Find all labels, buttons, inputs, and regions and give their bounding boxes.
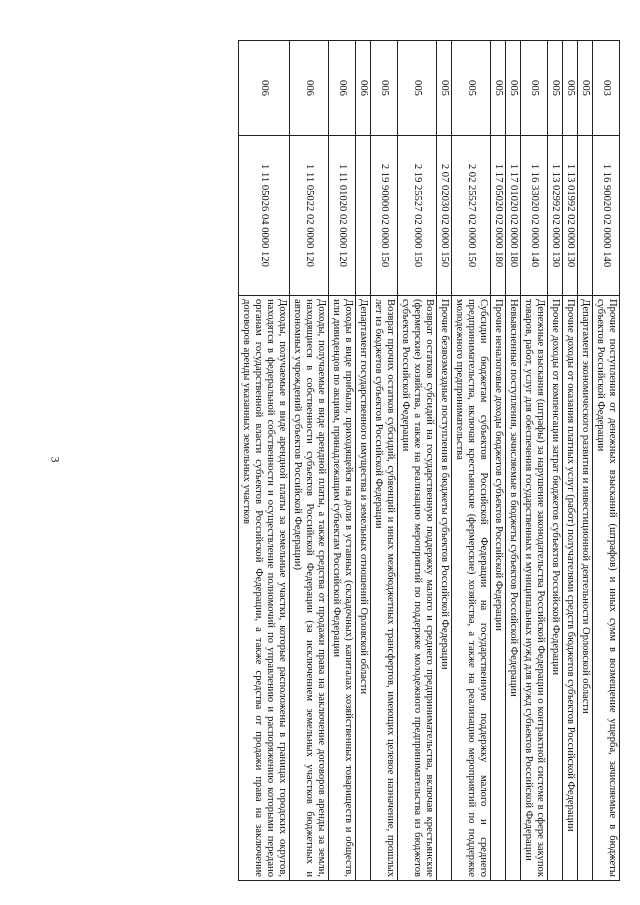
table-row <box>437 41 452 881</box>
revenue-name-cell: Прочие доходы от компенсации затрат бюджетов субъектов Российской Федерации <box>548 296 563 881</box>
admin-code-cell: 003 <box>593 41 620 136</box>
admin-code-cell: 005 <box>548 41 563 136</box>
table-row <box>506 41 521 881</box>
table-row <box>563 41 578 881</box>
table-row <box>356 41 371 881</box>
admin-code-cell: 005 <box>437 41 452 136</box>
revenue-name-cell: Прочие безвозмездные поступления в бюджеты субъектов Российской Федерации <box>437 296 452 881</box>
admin-code-cell: 005 <box>506 41 521 136</box>
admin-code-cell: 005 <box>452 41 491 136</box>
page-number: 3 <box>48 456 63 463</box>
budget-code-cell <box>356 136 371 296</box>
admin-code-cell: 005 <box>521 41 548 136</box>
rotated-table-container <box>60 40 620 880</box>
admin-code-cell: 006 <box>356 41 371 136</box>
budget-code-cell <box>578 136 593 296</box>
table-row <box>521 41 548 881</box>
admin-code-cell: 006 <box>239 41 290 136</box>
table-row <box>548 41 563 881</box>
budget-code-cell: 1 13 02992 02 0000 130 <box>548 136 563 296</box>
revenue-name-cell: Прочие поступления от денежных взысканий (штрафов) и иных сумм в возмещение ущерба, зачисляемые в бюджеты субъектов Российской Федерации <box>593 296 620 881</box>
budget-code-cell: 1 11 05026 04 0000 120 <box>239 136 290 296</box>
table-row <box>398 41 437 881</box>
budget-code-cell: 1 11 05022 02 0000 120 <box>290 136 329 296</box>
table-row <box>578 41 593 881</box>
revenue-name-cell: Прочие неналоговые доходы бюджетов субъектов Российской Федерации <box>491 296 506 881</box>
table-row <box>452 41 491 881</box>
admin-code-cell: 005 <box>398 41 437 136</box>
budget-code-cell: 1 16 33020 02 0000 140 <box>521 136 548 296</box>
budget-code-cell: 1 17 01020 02 0000 180 <box>506 136 521 296</box>
revenue-name-cell: Доходы, получаемые в виде арендной платы, а также средства от продажи права на заключение договоров аренды за земли, находящиеся в собственности субъектов Российской Федерации (за исключением земельных участков бюджетных и автономных учреждений субъектов Российской Федерации) <box>290 296 329 881</box>
table-row <box>593 41 620 881</box>
budget-code-cell: 2 19 90000 02 0000 150 <box>371 136 398 296</box>
revenue-name-cell: Доходы в виде прибыли, приходящейся на доли в уставных (складочных) капиталах хозяйственных товариществ и обществ, или дивидендов по акциям, принадлежащим субъектам Российской Федерации <box>329 296 356 881</box>
admin-code-cell: 005 <box>578 41 593 136</box>
revenue-table <box>238 40 620 881</box>
revenue-name-cell: Доходы, получаемые в виде арендной платы за земельные участки, которые расположены в границах городских округов, находятся в федеральной собственности и осуществление полномочий по управлению и распоряжению которыми передано органам государственной власти субъектов Российской Федерации, а также средства от продажи права на заключение договоров аренды указанных земельных участков <box>239 296 290 881</box>
table-row <box>371 41 398 881</box>
admin-code-cell: 006 <box>329 41 356 136</box>
budget-code-cell: 2 19 25527 02 0000 150 <box>398 136 437 296</box>
revenue-name-cell: Возврат прочих остатков субсидий, субвенций и иных межбюджетных трансфертов, имеющих целевое назначение, прошлых лет из бюджетов субъектов Российской Федерации <box>371 296 398 881</box>
revenue-name-cell: Денежные взыскания (штрафы) за нарушение законодательства Российской Федерации о контрактной системе в сфере закупок товаров, работ, услуг для обеспечения государственных и муниципальных нужд для нужд субъектов Российской Федерации <box>521 296 548 881</box>
admin-code-cell: 005 <box>491 41 506 136</box>
revenue-name-cell: Невыясненные поступления, зачисляемые в бюджеты субъектов Российской Федерации <box>506 296 521 881</box>
revenue-name-cell: Прочие доходы от оказания платных услуг (работ) получателями средств бюджетов субъектов Российской Федерации <box>563 296 578 881</box>
admin-code-cell: 005 <box>563 41 578 136</box>
revenue-name-cell: Возврат остатков субсидий на государственную поддержку малого и среднего предпринимательства, включая крестьянские (фермерские) хозяйства, а также на реализацию мероприятий по поддержке молодежного предпринимательства из бюджетов субъектов Российской Федерации <box>398 296 437 881</box>
admin-code-cell: 005 <box>371 41 398 136</box>
budget-code-cell: 2 07 02030 02 0000 150 <box>437 136 452 296</box>
budget-code-cell: 1 17 05020 02 0000 180 <box>491 136 506 296</box>
table-row <box>239 41 290 881</box>
table-row <box>329 41 356 881</box>
budget-code-cell: 1 13 01992 02 0000 130 <box>563 136 578 296</box>
budget-code-cell: 2 02 25527 02 0000 150 <box>452 136 491 296</box>
budget-code-cell: 1 11 01020 02 0000 120 <box>329 136 356 296</box>
table-row <box>491 41 506 881</box>
table-row <box>290 41 329 881</box>
revenue-name-cell: Департамент экономического развития и инвестиционной деятельности Орловской области <box>578 296 593 881</box>
revenue-name-cell: Департамент государственного имущества и земельных отношений Орловской области <box>356 296 371 881</box>
budget-code-cell: 1 16 90020 02 0000 140 <box>593 136 620 296</box>
admin-code-cell: 006 <box>290 41 329 136</box>
revenue-name-cell: Субсидии бюджетам субъектов Российской Федерации на государственную поддержку малого и среднего предпринимательства, включая крестьянские (фермерские) хозяйства, а также на реализацию мероприятий по поддержке молодежного предпринимательства <box>452 296 491 881</box>
